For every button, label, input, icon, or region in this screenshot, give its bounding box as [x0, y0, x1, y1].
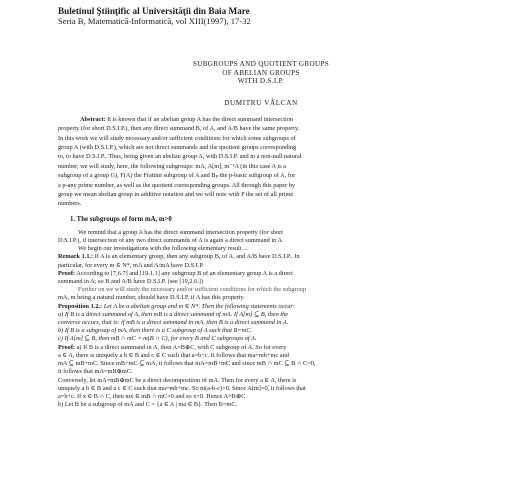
paper-title [58, 60, 464, 86]
body-line: uniquely a b ∈ B and a c ∈ C such that ma=mb+mc. So m(a-b-c)=0. Since A[m]=0, it follows that [58, 384, 306, 392]
proposition-item: converse occurs, that is: if mB is a direct summand in mA, then B is a direct summand in A. [58, 319, 289, 327]
proposition-label: Proposition 1.2.: [58, 302, 103, 310]
section-heading: 1. The subgroups of form mA, m>0 [70, 215, 172, 223]
body-line: We remind that a group A has the direct summand intersection property (for short [78, 228, 283, 236]
title-line-3: WITH D.S.I.P. [237, 77, 285, 86]
abstract-line: numbers. [58, 200, 82, 208]
body-line: We begin our investigations with the following elementary result ... [78, 245, 248, 253]
remark: Remark 1.1.: If A is an elementary group, then any subgroup B, of A, and A/B have D.S.I.P.. In [58, 253, 300, 261]
body-line: summand in A; so B and A/B have D.S.I.P. (see [19,2.6.]) [58, 278, 203, 286]
proof: Proof: a) If B is a direct summand in A, then A=B⊕C, with C subgroup of A. So for every [58, 343, 287, 351]
abstract [58, 115, 464, 209]
title-line-1: SUBGROUPS AND QUOTIENT GROUPS [192, 60, 330, 68]
proof-label: Proof: [58, 269, 76, 277]
body-line: mA ⊆ mB+mC. Since mB+mC ⊆ mA, it follows that mA=mB+mC and since mB ∩ mC ⊆ B ∩ C=0, [58, 360, 316, 368]
journal-header [58, 6, 464, 26]
proposition: Proposition 1.2.: Let A be a abelian group and m ∈ N*. Then the following statements occur: [58, 302, 295, 310]
journal-name: Buletinul Ştiinţific al Universităţii din Baia Mare [58, 6, 250, 16]
abstract-line: Abstract: It is known that if an abelian group A has the direct summand intersection [80, 115, 293, 123]
abstract-line: group A (with D.S.I.P.), which are not direct summands and the quotient groups corresponding [58, 144, 297, 151]
body-line: Further on we will study the necessary and/or sufficient conditions for which the subgroup [78, 286, 307, 294]
remark-label: Remark 1.1.: [58, 253, 94, 261]
author-name: DUMITRU VÂLCAN [224, 98, 298, 107]
proof: Proof: According to [7,6.7] and [19.1.1] any subgroup B of an elementary group A is a direct [58, 269, 293, 277]
body-line: a ∈ A, there is uniquely a b ∈ B and c ∈ C such that a=b+c. It follows that ma=mb+mc and [58, 351, 289, 359]
abstract-line: number, we will study, here, the following subgroups: mA, A[m], m⁻¹A (in this case A is a [58, 162, 286, 170]
body-line: particular, for every m ∈ N*, mA and A/mA have D.S.I.P. [58, 261, 204, 269]
abstract-line: subgroup of a group G), F(A) the Frattini subgroup of A and Bₚ the p-basic subgroup of A, for [58, 172, 296, 180]
proposition-item: a) If B is a direct summand of A, then mB is a direct summand of mA. If A[m] ⊆ B, then the [58, 310, 289, 318]
body-line: b) Let B be a subgroup of mA and C = {a ∈ A | ma ∈ B}. Then B=mC. [58, 401, 238, 409]
proof-label: Proof: [58, 343, 76, 351]
title-line-2: OF ABELIAN GROUPS [222, 68, 300, 77]
body-text [58, 229, 464, 409]
proposition-item: c) If A[m] ⊆ B, then mB ∩ mC = m(B ∩ C), for every B and C subgroups of A. [58, 335, 257, 343]
journal-series: Seria B, Matematică-Informatică, vol XIII(1997), 17-32 [58, 16, 251, 26]
proposition-item: b) If B is a subgroup of mA, then there is a C subgroup of A such that B=mC. [58, 327, 252, 335]
body-line: a=b+c. If x ∈ B ∩ C, then mx ∈ mB ∩ mC=0 and so x=0. Hence A=B⊕C. [58, 392, 247, 400]
abstract-line: to, to have D.S.I.P.. Thus, being given an abelian group A, with D.S.I.P. and m a non-null natural [58, 153, 302, 161]
abstract-line: group we mean abelian group in additive notation and we will note with P the set of all prime [58, 191, 294, 199]
body-line: Conversely, let mA=mB⊕mC be a direct decomposition of mA. Then for every a ∈ A, there is [58, 376, 297, 384]
body-line: D.S.I.P.), if intersection of any two direct summands of A is again a direct summand in A. [58, 237, 284, 245]
abstract-line: In this work we will study necessary and/or sufficient conditions for which some subgroups of [58, 134, 296, 142]
abstract-line: property (for short D.S.I.P.), then any direct summand B, of A, and A/B have the same property. [58, 125, 300, 133]
body-line: mA, m being a natural number, should have D.S.I.P. if A has this property. [58, 294, 245, 302]
abstract-label: Abstract: [80, 115, 106, 123]
abstract-line: a p-any prime number, as well as the quotient corresponding groups. All through this paper by [58, 181, 296, 189]
body-line: it follows that mA=mB⊕mC. [58, 368, 133, 376]
